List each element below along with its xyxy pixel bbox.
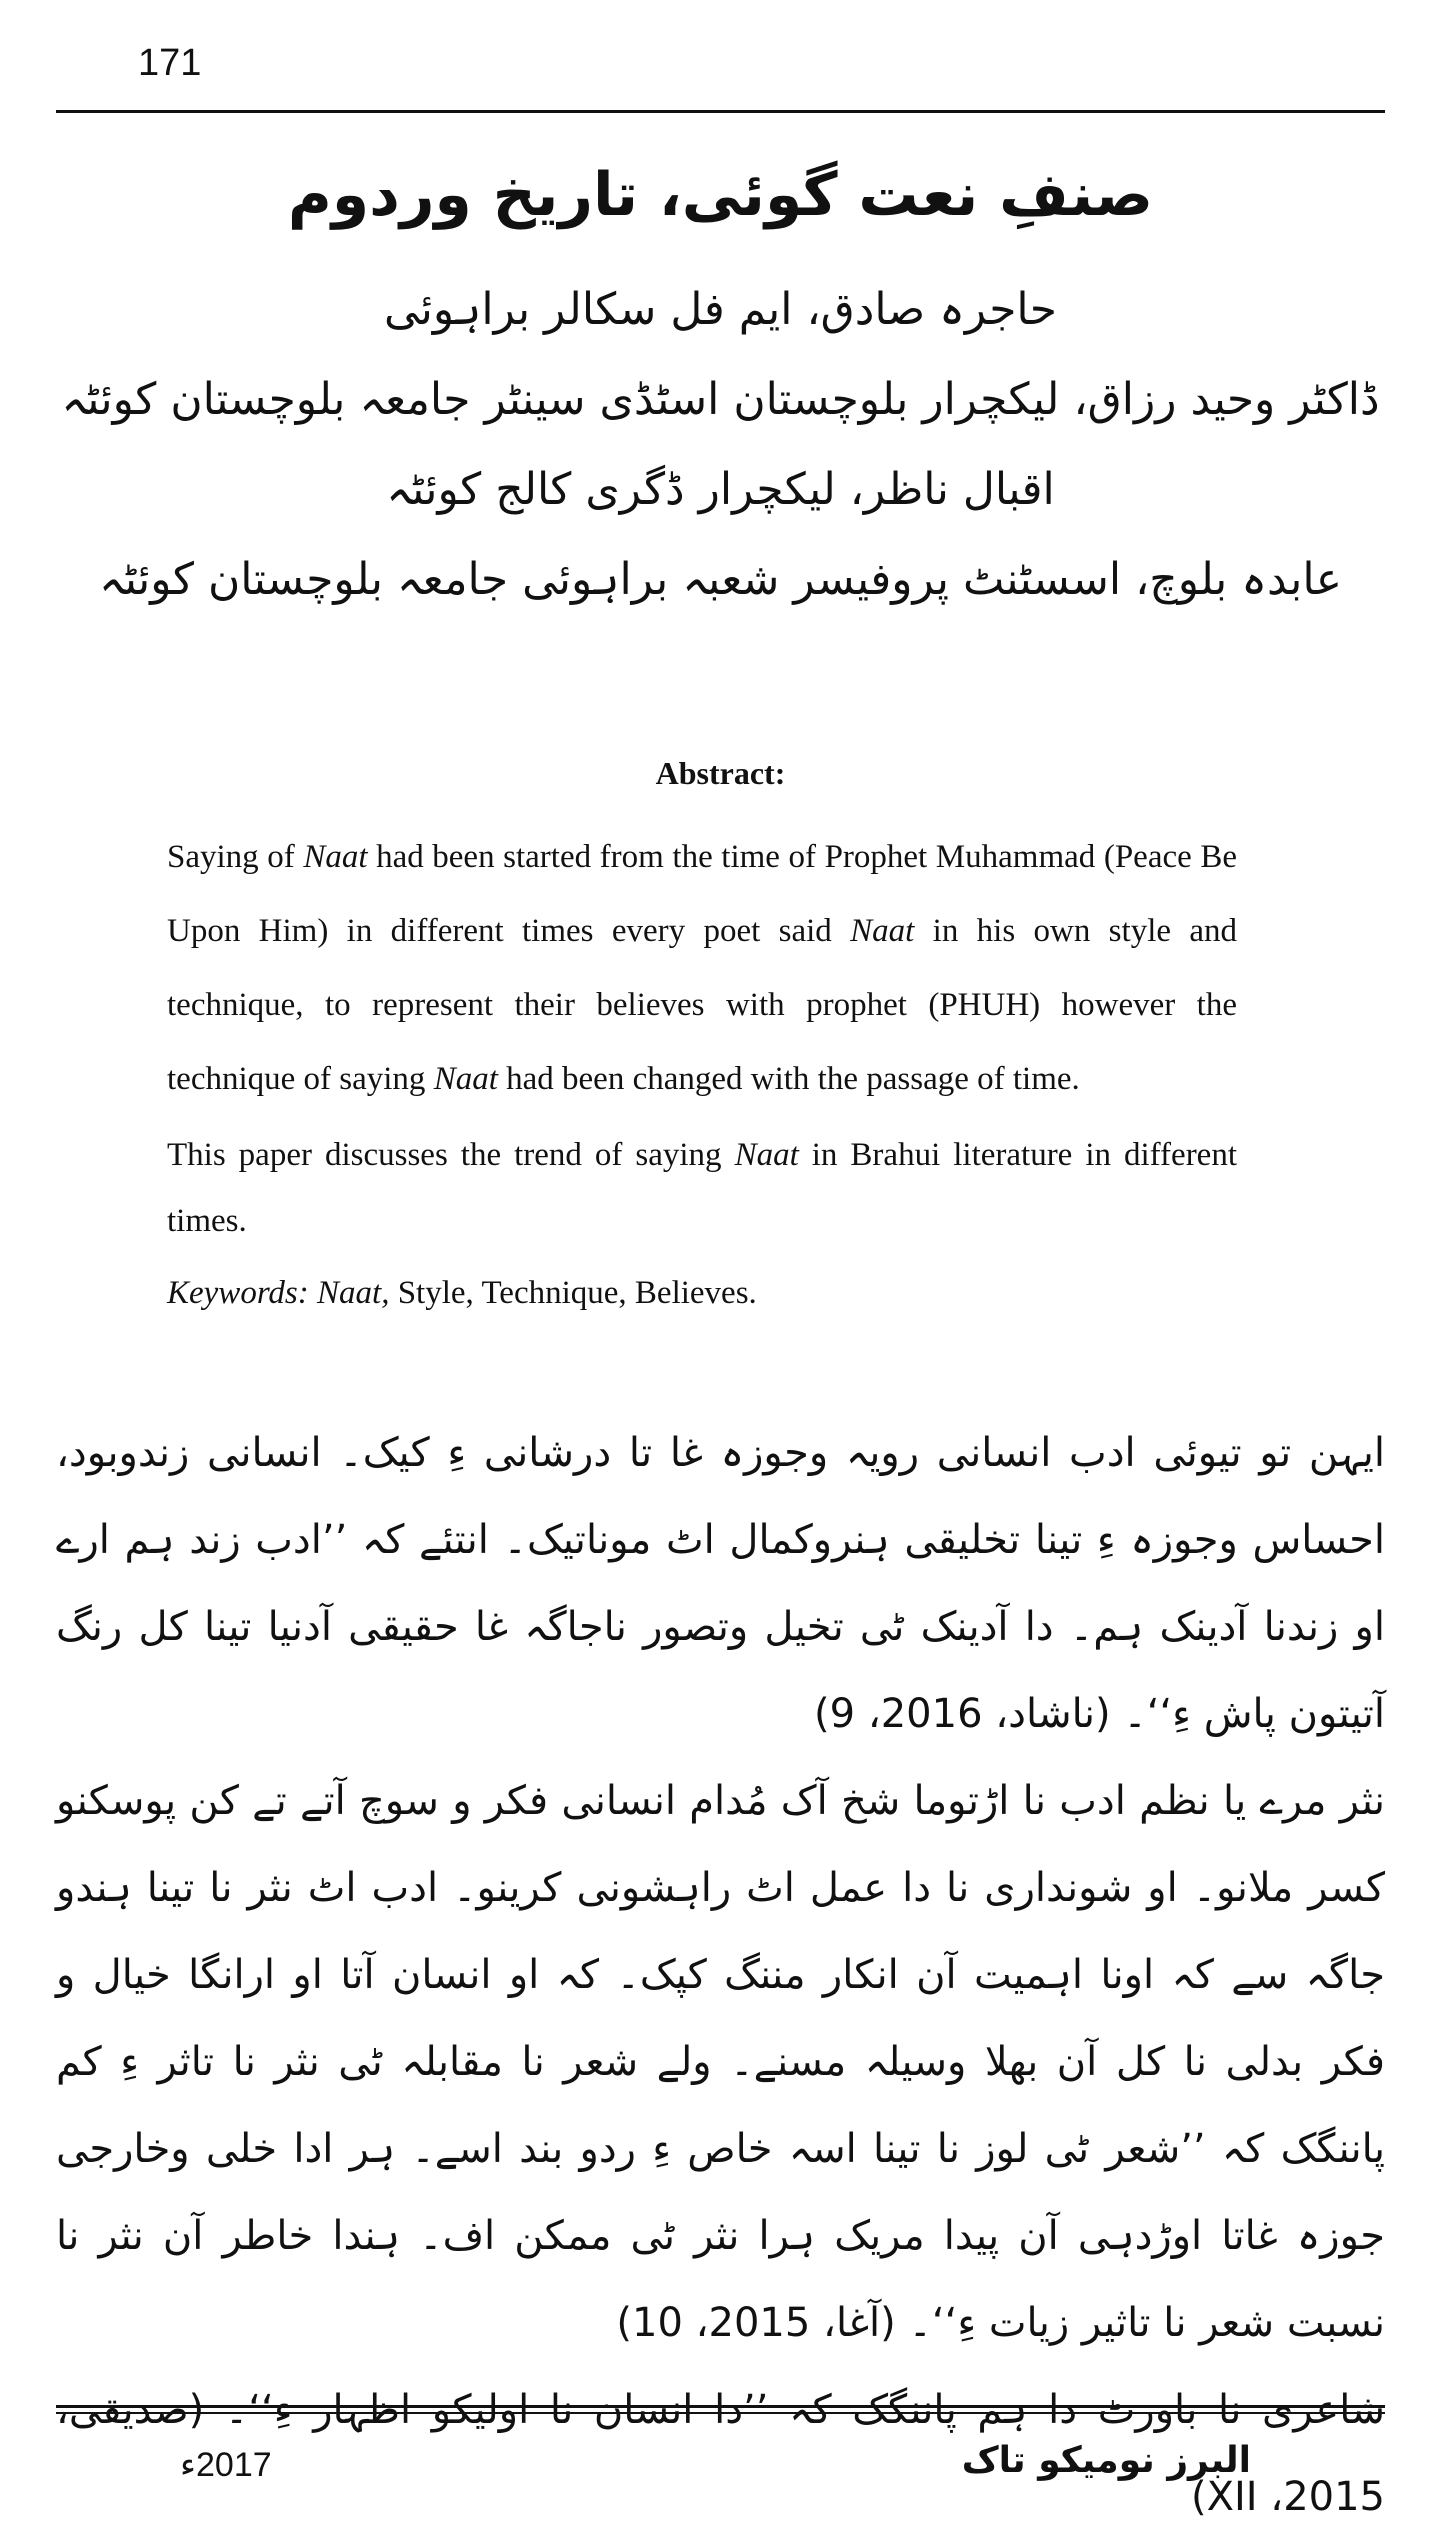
header-rule <box>56 110 1385 113</box>
abstract-body <box>167 820 1237 1326</box>
abstract-paragraph: Saying of Naat had been started from the time of Prophet Muhammad (Peace Be Upon Him) in different times every poet said Naat in his own style and technique, to represent their believes with prophet (PHUH) however the technique of saying Naat had been changed with the passage of time. <box>167 839 1237 1097</box>
journal-name: البرز نومیکو تاک <box>961 2440 1251 2481</box>
abstract-paragraph: This paper discusses the trend of saying Naat in Brahui literature in different times. <box>167 1137 1237 1239</box>
author-line: ڈاکٹر وحید رزاق، لیکچرار بلوچستان اسٹڈی سینٹر جامعہ بلوچستان کوئٹہ <box>61 374 1380 425</box>
body-paragraph: نثر مرے یا نظم ادب نا اڑتوما شخ آک مُدام انسانی فکر و سوچ آتے تے کن پوسکنو کسر ملانو۔ او شونداری نا دا عمل اٹ راہشونی کرینو۔ ادب اٹ نثر نا تینا ہندو جاگہ سے کہ اونا اہمیت آن انکار مننگ کپک۔ کہ او انسان آتا او ارانگا خیال و فکر بدلی نا کل آن بھلا وسیلہ مسنے۔ ولے شعر نا مقابلہ ٹی نثر نا تاثر ءِ کم پاننگک کہ ’’شعر ٹی لوز نا تینا اسہ خاص ءِ ردو بند اسے۔ ہر ادا خلی وخارجی جوزہ غاتا اوڑدہی آن پیدا مریک ہرا نثر ٹی ممکن اف۔ ہندا خاطر آن نثر نا نسبت شعر نا تاثیر زیات ءِ‘‘۔ (آغا، 2015، 10) <box>56 1778 1385 2346</box>
body-paragraph: شاعری نا باورٹ دا ہم پاننگک کہ ’’دا انسان نا اولیکو اظہار ءِ‘‘۔ (صدیقی، 2015، XII) <box>56 2387 1385 2520</box>
footer-rule <box>56 2412 1385 2414</box>
article-title: صنفِ نعت گوئی، تاریخ وردوم <box>287 160 1154 230</box>
page-number: 171 <box>138 42 202 84</box>
keywords: Keywords: Naat, Style, Technique, Believes. <box>167 1275 757 1311</box>
author-line: اقبال ناظر، لیکچرار ڈگری کالج کوئٹہ <box>386 464 1055 515</box>
author-line: حاجرہ صادق، ایم فل سکالر براہوئی <box>383 284 1058 335</box>
author-line: عابدہ بلوچ، اسسٹنٹ پروفیسر شعبہ براہوئی جامعہ بلوچستان کوئٹہ <box>98 554 1343 605</box>
abstract-heading: Abstract: <box>655 755 786 791</box>
body-paragraph: ایہن تو تیوئی ادب انسانی رویہ وجوزہ غا تا درشانی ءِ کیک۔ انسانی زندوبود، احساس وجوزہ ءِ تینا تخلیقی ہنروکمال اٹ موناتیک۔ انتئے کہ ’’ادب زند ہم ارے او زندنا آدینک ہم۔ دا آدینک ٹی تخیل وتصور ناجاگہ غا حقیقی آدنیا تینا کل رنگ آتیتون پاش ءِ‘‘۔ (ناشاد، 2016، 9) <box>56 1430 1385 1737</box>
footer-year: 2017ء <box>180 2446 272 2484</box>
footer-rule <box>56 2405 1385 2408</box>
author-list <box>56 265 1385 625</box>
article-body <box>56 1410 1385 2541</box>
